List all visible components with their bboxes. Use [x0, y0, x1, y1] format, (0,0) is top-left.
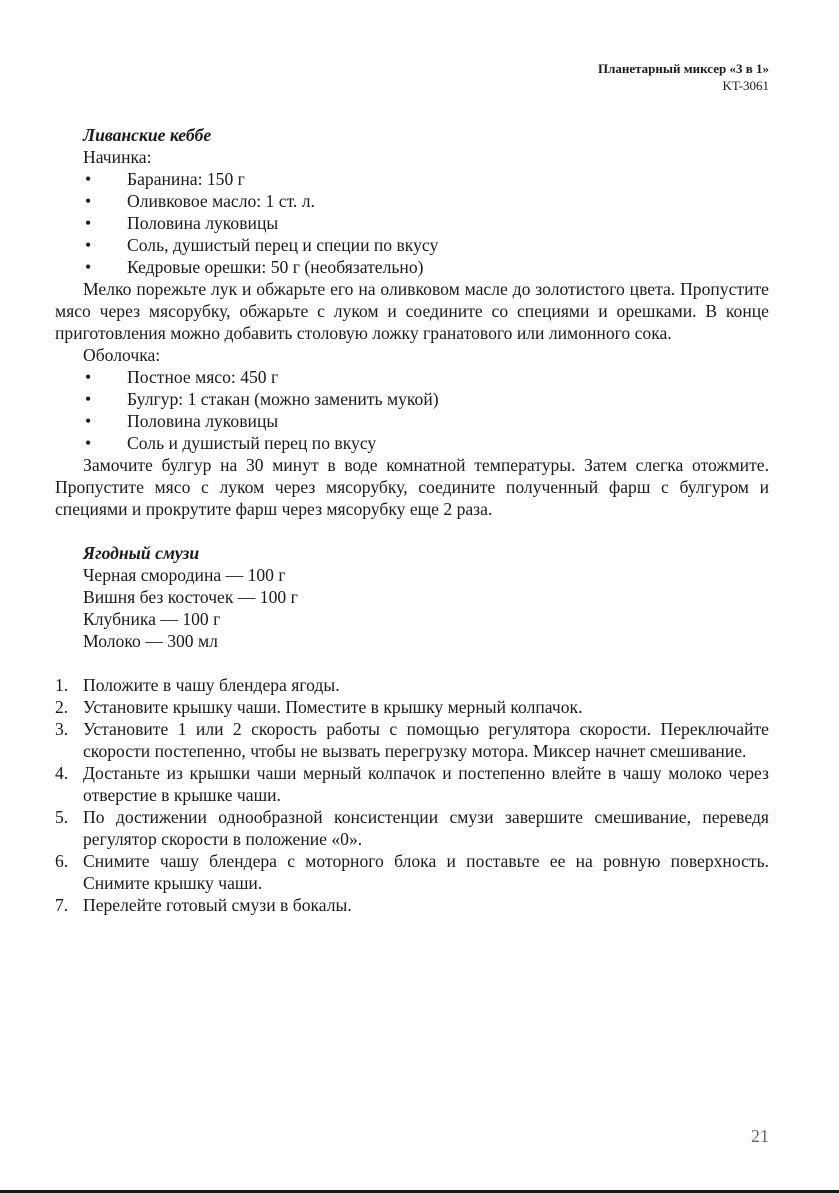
list-item: • Оливковое масло: 1 ст. л. [85, 191, 315, 211]
list-item: • Половина луковицы [85, 213, 279, 233]
list-item: • Баранина: 150 г [85, 169, 245, 189]
list-item: • Соль, душистый перец и специи по вкусу [85, 235, 439, 255]
smoothie-steps [55, 674, 769, 916]
step-item: 5. По достижении однообразной консистенции смузи завершите смешивание, переведя регулятор скорости в положение «0». [55, 807, 769, 849]
smoothie-title: Ягодный смузи [83, 543, 200, 563]
bullet-icon: • [85, 235, 92, 255]
ingredient-item: Черная смородина — 100 г [83, 565, 286, 585]
step-item: 1. Положите в чашу блендера ягоды. [55, 675, 340, 695]
list-item: • Кедровые орешки: 50 г (необязательно) [85, 257, 424, 277]
smoothie-ingredients [83, 564, 769, 652]
header-title: Планетарный миксер «3 в 1» [597, 61, 769, 76]
page-header [598, 60, 769, 94]
shell-instructions: Замочите булгур на 30 минут в воде комнатной температуры. Затем слегка отожмите. Пропустите мясо с луком через мясорубку, соедините полученный фарш с булгуром и специями и прокрутите фарш через мясорубку еще 2 раза. [55, 455, 769, 519]
shell-list [55, 366, 769, 454]
step-item: 4. Достаньте из крышки чаши мерный колпачок и постепенно влейте в чашу молоко через отверстие в крышке чаши. [55, 763, 769, 805]
list-item: • Постное мясо: 450 г [85, 367, 279, 387]
bullet-icon: • [85, 433, 92, 453]
bullet-icon: • [85, 411, 92, 431]
page-content [55, 124, 769, 916]
kebbe-title: Ливанские кеббе [83, 125, 212, 145]
step-item: 6. Снимите чашу блендера с моторного блока и поставьте ее на ровную поверхность. Снимите крышку чаши. [55, 851, 769, 893]
bullet-icon: • [85, 169, 92, 189]
step-item: 3. Установите 1 или 2 скорость работы с помощью регулятора скорости. Переключайте скорости постепенно, чтобы не вызвать перегрузку мотора. Миксер начнет смешивание. [55, 719, 769, 761]
filling-list [55, 168, 769, 278]
bullet-icon: • [85, 367, 92, 387]
list-item: • Половина луковицы [85, 411, 279, 431]
ingredient-item: Молоко — 300 мл [83, 631, 218, 651]
bullet-icon: • [85, 191, 92, 211]
filling-label: Начинка: [83, 147, 152, 167]
filling-instructions: Мелко порежьте лук и обжарьте его на оливковом масле до золотистого цвета. Пропустите мясо через мясорубку, обжарьте с луком и соедините со специями и орешками. В конце приготовления можно добавить столовую ложку гранатового или лимонного сока. [55, 279, 769, 343]
ingredient-item: Вишня без косточек — 100 г [83, 587, 298, 607]
bullet-icon: • [85, 213, 92, 233]
list-item: • Соль и душистый перец по вкусу [85, 433, 377, 453]
ingredient-item: Клубника — 100 г [83, 609, 221, 629]
list-item: • Булгур: 1 стакан (можно заменить мукой) [85, 389, 439, 409]
page-number: 21 [751, 1126, 769, 1146]
step-item: 7. Перелейте готовый смузи в бокалы. [55, 895, 352, 915]
shell-label: Оболочка: [83, 345, 161, 365]
header-model: KT-3061 [722, 78, 769, 93]
step-item: 2. Установите крышку чаши. Поместите в крышку мерный колпачок. [55, 697, 583, 717]
bullet-icon: • [85, 389, 92, 409]
bullet-icon: • [85, 257, 92, 277]
